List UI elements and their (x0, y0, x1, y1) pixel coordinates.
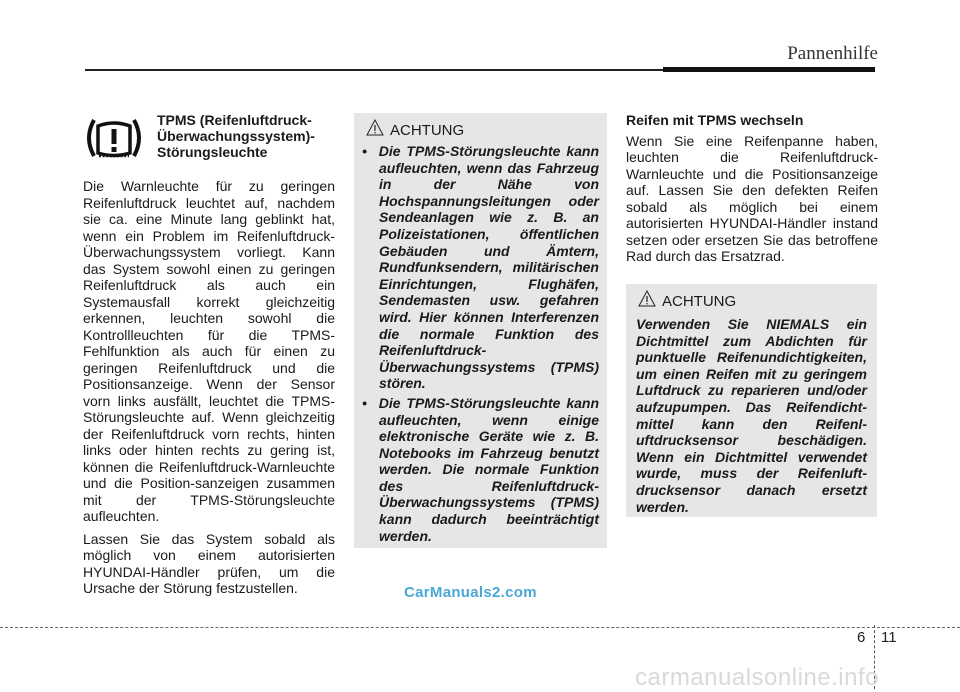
paragraph: Wenn Sie eine Reifenpanne haben, leuchten die Reifenluftdruck-Warnleuchte und die Positionsanzeige auf. Lassen Sie den defekten Reifen sobald als möglich bei einem autorisierten HYUNDAI-Händler instand setzen oder ersetzen Sie das betroffene Rad durch das Ersatzrad. (626, 132, 878, 264)
caution-text: Verwenden Sie NIEMALS ein Dichtmittel zum Abdichten für punktuelle Reifenundichtigkeiten, um einen Reifen mit zu geringem Luftdruck zu reparieren und/oder aufzupumpen. Das Reifendicht-mittel kann den Reifenl-uftdrucksensor beschädigen. Wenn ein Dichtmittel verwendet wurde, muss der Reifenluft-drucksensor danach ersetzt werden. (636, 316, 867, 515)
tpms-heading: TPMS (Reifenluftdruck-Überwachungssystem)-Störungsleuchte (157, 112, 315, 160)
caution-title: ACHTUNG (390, 122, 465, 139)
paragraph: Die Warnleuchte für zu geringen Reifenluftdruck leuchtet auf, nachdem sie ca. eine Minute lang geblinkt hat, wenn ein Problem im Reifenluftdruck-Überwachungssystem vorliegt. Kann das System sowohl einen zu geringen Reifenluftdruck als auch ein Systemausfall korrekt gleichzeitig erkennen, leuchten sowohl die Kontrollleuchten für die TPMS-Fehlfunktion als auch für einen zu geringen Reifenluftdruck und die Positionsanzeige. Wenn der Sensor vorn links ausfällt, leuchtet die TPMS-Störungsleuchte auf. Wenn gleichzeitig der Reifenluftdruck vorn rechts, hinten links oder hinten rechts zu gering ist, können die Reifenluftdruck-Warnleuchte und die Position-sanzeigen zusammen mit der TPMS-Störungsleuchte aufleuchten. (83, 178, 335, 524)
caution-content (362, 143, 599, 547)
caution-title: ACHTUNG (662, 293, 737, 310)
watermark-link[interactable]: CarManuals2.com (404, 584, 537, 601)
header-divider-accent (663, 67, 875, 72)
header-divider (85, 69, 665, 71)
right-column (626, 112, 878, 271)
warning-triangle-icon (366, 119, 384, 136)
tpms-warning-icon (83, 116, 145, 162)
bullet-item: • Die TPMS-Störungsleuchte kann aufleuchten, wenn einige elektronische Geräte wie z. B. Notebooks im Fahrzeug benutzt werden. Die normale Funktion des Reifenluftdruck-Überwachungssystems (TPMS) kann dadurch beeinträchtigt werden. (362, 394, 599, 544)
footer-divider (0, 627, 960, 628)
left-column-body (83, 178, 335, 603)
tpms-change-heading: Reifen mit TPMS wechseln (626, 112, 804, 128)
bullet-text: Die TPMS-Störungsleuchte kann aufleuchten, wenn einige elektronische Geräte wie z. B. Notebooks im Fahrzeug benutzt werden. Die normale Funktion des Reifenluftdruck-Überwachungssystems (TPMS) kann dadurch beeinträchtigt werden. (378, 394, 599, 544)
caution-box (354, 113, 607, 548)
bullet-item: • Die TPMS-Störungsleuchte kann aufleuchten, wenn das Fahrzeug in der Nähe von Hochspannungsleitungen oder Sendeanlagen wie z. B. an Polizeistationen, öffentlichen Gebäuden und Ämtern, Rundfunksendern, militärischen Einrichtungen, Flughäfen, Sendemasten usw. gefahren wird. Hier können Interferenzen die normale Funktion des Reifenluftdruck-Überwachungssystems (TPMS) stören. (362, 143, 599, 392)
site-watermark: carmanualsonline.info (635, 664, 879, 691)
section-title: Pannenhilfe (787, 43, 878, 64)
page-number: 11 (881, 629, 897, 646)
caution-box (626, 284, 877, 517)
chapter-number: 6 (857, 629, 866, 646)
warning-triangle-icon (638, 290, 656, 307)
bullet-text: Die TPMS-Störungsleuchte kann aufleuchten, wenn das Fahrzeug in der Nähe von Hochspannungsleitungen oder Sendeanlagen wie z. B. an Polizeistationen, öffentlichen Gebäuden und Ämtern, Rundfunksendern, militärischen Einrichtungen, Flughäfen, Sendemasten usw. gefahren wird. Hier können Interferenzen die normale Funktion des Reifenluftdruck-Überwachungssystems (TPMS) stören. (378, 143, 599, 392)
paragraph: Lassen Sie das System sobald als möglich von einem autorisierten HYUNDAI-Händler prüfen, um die Ursache der Störung festzustellen. (83, 530, 335, 596)
